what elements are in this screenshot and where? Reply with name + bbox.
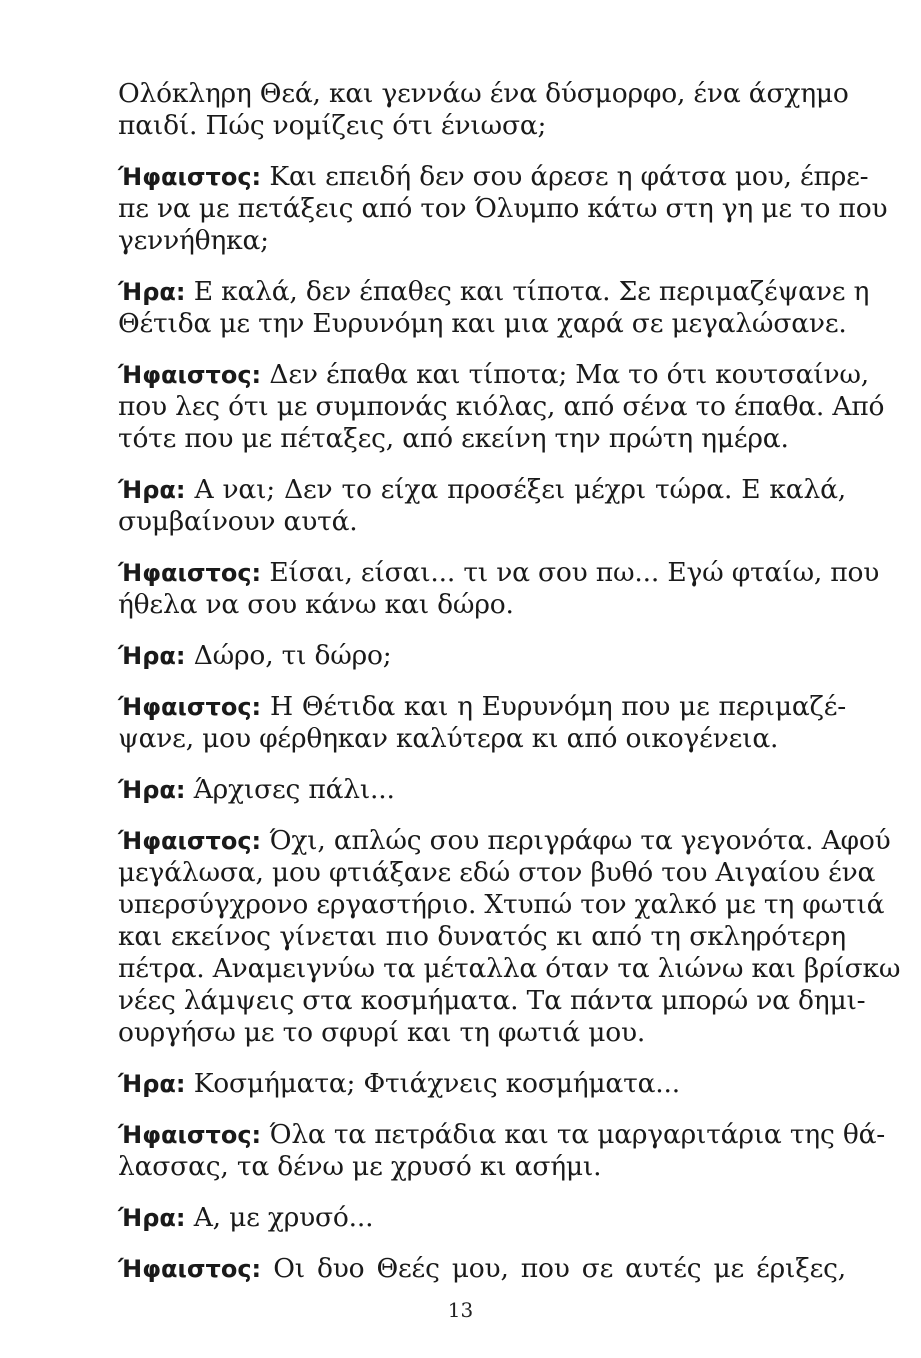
text-line xyxy=(118,506,846,538)
speaker-name: Ήρα: xyxy=(118,1070,186,1098)
text-line xyxy=(118,110,846,142)
dialogue-paragraph xyxy=(118,78,849,142)
line-text: και εκείνος γίνεται πιο δυνατός κι από τη σκληρότερη xyxy=(118,921,846,952)
line-text: παιδί. Πώς νομίζεις ότι ένιωσα; xyxy=(118,110,547,141)
speaker-name: Ήφαιστος: xyxy=(118,163,262,191)
line-text: Α, με χρυσό... xyxy=(185,1202,374,1233)
text-line xyxy=(118,723,846,755)
dialogue-paragraph xyxy=(118,557,880,621)
text-line xyxy=(118,589,846,621)
line-text: πε να με πετάξεις από τον Όλυμπο κάτω στη γη με το που xyxy=(118,193,888,224)
line-text: ήθελα να σου κάνω και δώρο. xyxy=(118,589,514,620)
dialogue-paragraph xyxy=(118,474,846,538)
dialogue-paragraph xyxy=(118,161,888,257)
text-line xyxy=(118,308,846,340)
speaker-name: Ήρα: xyxy=(118,776,186,804)
dialogue-paragraph xyxy=(118,640,846,672)
dialogue-paragraph xyxy=(118,276,870,340)
line-text: Ε καλά, δεν έπαθες και τίποτα. Σε περιμαζέψανε η xyxy=(185,276,870,307)
text-line xyxy=(118,1253,846,1285)
text-line xyxy=(118,1151,846,1183)
speaker-name: Ήρα: xyxy=(118,1204,186,1232)
line-text: υπερσύγχρονο εργαστήριο. Χτυπώ τον χαλκό με τη φωτιά xyxy=(118,889,885,920)
speaker-name: Ήρα: xyxy=(118,476,186,504)
line-text: συμβαίνουν αυτά. xyxy=(118,506,358,537)
dialogue-paragraph xyxy=(118,825,901,1049)
text-line xyxy=(118,557,880,589)
text-line xyxy=(118,1119,886,1151)
line-text: ουργήσω με το σφυρί και τη φωτιά μου. xyxy=(118,1017,646,1048)
line-text: Η Θέτιδα και η Ευρυνόμη που με περιμαζέ- xyxy=(261,691,846,722)
speaker-name: Ήφαιστος: xyxy=(118,361,262,389)
text-line xyxy=(118,193,888,225)
dialogue-paragraph xyxy=(118,691,846,755)
text-line xyxy=(118,359,870,391)
page-body xyxy=(118,78,901,1304)
text-line xyxy=(118,774,846,806)
line-text: Α ναι; Δεν το είχα προσέξει μέχρι τώρα. Ε καλά, xyxy=(185,474,846,505)
text-line xyxy=(118,825,891,857)
text-line xyxy=(118,857,876,889)
line-text: μεγάλωσα, μου φτιάξανε εδώ στον βυθό του Αιγαίου ένα xyxy=(118,857,876,888)
dialogue-paragraph xyxy=(118,1202,846,1234)
dialogue-paragraph xyxy=(118,1119,886,1183)
dialogue-paragraph xyxy=(118,1068,846,1100)
speaker-name: Ήφαιστος: xyxy=(118,559,262,587)
text-line xyxy=(118,1068,846,1100)
line-text: γεννήθηκα; xyxy=(118,225,269,256)
text-line xyxy=(118,640,846,672)
text-line xyxy=(118,889,885,921)
line-text: Είσαι, είσαι... τι να σου πω... Εγώ φταίω, που xyxy=(261,557,880,588)
speaker-name: Ήρα: xyxy=(118,642,186,670)
text-line xyxy=(118,921,846,953)
text-line xyxy=(118,225,846,257)
line-text: Θέτιδα με την Ευρυνόμη και μια χαρά σε μεγαλώσανε. xyxy=(118,308,847,339)
text-line xyxy=(118,953,901,985)
line-text: Όλα τα πετράδια και τα μαργαριτάρια της θά- xyxy=(261,1119,886,1150)
line-text: ψανε, μου φέρθηκαν καλύτερα κι από οικογένεια. xyxy=(118,723,779,754)
dialogue-paragraph xyxy=(118,774,846,806)
line-text: Οι δυο Θεές μου, που σε αυτές με έριξες, xyxy=(261,1253,846,1284)
line-text: νέες λάμψεις στα κοσμήματα. Τα πάντα μπορώ να δημι- xyxy=(118,985,866,1016)
text-line xyxy=(118,691,846,723)
line-text: Και επειδή δεν σου άρεσε η φάτσα μου, έπρε- xyxy=(261,161,869,192)
text-line xyxy=(118,161,869,193)
speaker-name: Ήφαιστος: xyxy=(118,1121,262,1149)
speaker-name: Ήρα: xyxy=(118,278,186,306)
dialogue-paragraph xyxy=(118,359,885,455)
text-line xyxy=(118,78,849,110)
page-number: 13 xyxy=(447,1298,474,1322)
text-line xyxy=(118,1017,846,1049)
text-line xyxy=(118,474,846,506)
speaker-name: Ήφαιστος: xyxy=(118,827,262,855)
line-text: Κοσμήματα; Φτιάχνεις κοσμήματα... xyxy=(185,1068,680,1099)
text-line xyxy=(118,391,885,423)
line-text: τότε που με πέταξες, από εκείνη την πρώτη ημέρα. xyxy=(118,423,789,454)
line-text: Δεν έπαθα και τίποτα; Μα το ότι κουτσαίνω, xyxy=(261,359,870,390)
line-text: Ολόκληρη Θεά, και γεννάω ένα δύσμορφο, ένα άσχημο xyxy=(118,78,849,109)
text-line xyxy=(118,276,870,308)
speaker-name: Ήφαιστος: xyxy=(118,1255,262,1283)
line-text: που λες ότι με συμπονάς κιόλας, από σένα το έπαθα. Από xyxy=(118,391,885,422)
text-line xyxy=(118,985,866,1017)
line-text: Όχι, απλώς σου περιγράφω τα γεγονότα. Αφού xyxy=(261,825,891,856)
speaker-name: Ήφαιστος: xyxy=(118,693,262,721)
line-text: Άρχισες πάλι... xyxy=(185,774,395,805)
dialogue-paragraph xyxy=(118,1253,846,1285)
line-text: λασσας, τα δένω με χρυσό κι ασήμι. xyxy=(118,1151,602,1182)
line-text: πέτρα. Αναμειγνύω τα μέταλλα όταν τα λιώνω και βρίσκω xyxy=(118,953,901,984)
line-text: Δώρο, τι δώρο; xyxy=(185,640,392,671)
text-line xyxy=(118,423,846,455)
text-line xyxy=(118,1202,846,1234)
